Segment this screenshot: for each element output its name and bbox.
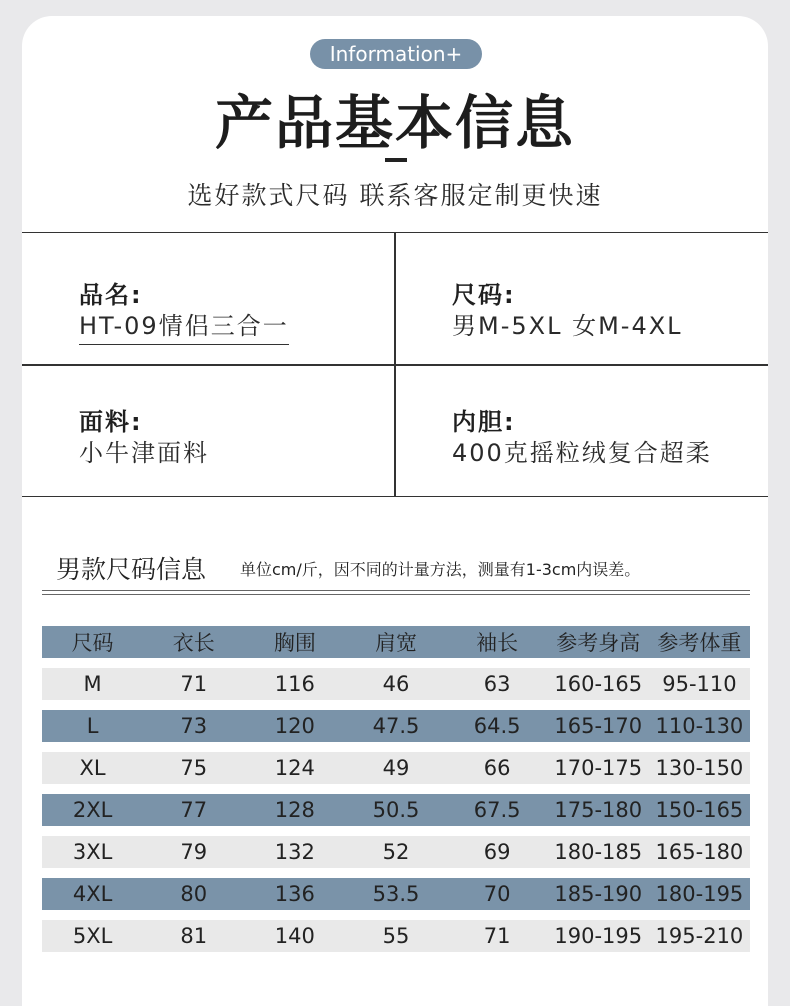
table-cell: 69 bbox=[447, 836, 548, 868]
table-cell: 3XL bbox=[42, 836, 143, 868]
header-cell: 肩宽 bbox=[345, 626, 446, 658]
header-cell: 参考身高 bbox=[548, 626, 649, 658]
table-cell: 5XL bbox=[42, 920, 143, 952]
table-cell: 71 bbox=[143, 668, 244, 700]
table-cell: 136 bbox=[244, 878, 345, 910]
table-cell: L bbox=[42, 710, 143, 742]
page-title: 产品基本信息 bbox=[214, 89, 575, 157]
table-cell: 49 bbox=[345, 752, 446, 784]
table-cell: 195-210 bbox=[649, 920, 750, 952]
table-row bbox=[42, 710, 750, 742]
table-cell: 73 bbox=[143, 710, 244, 742]
header-cell: 胸围 bbox=[244, 626, 345, 658]
table-cell: 4XL bbox=[42, 878, 143, 910]
table-cell: 53.5 bbox=[345, 878, 446, 910]
table-cell: 180-185 bbox=[548, 836, 649, 868]
information-badge: Information+ bbox=[310, 39, 482, 69]
table-cell: 120 bbox=[244, 710, 345, 742]
table-cell: 50.5 bbox=[345, 794, 446, 826]
size-label: 尺码: bbox=[452, 281, 516, 309]
table-cell: 63 bbox=[447, 668, 548, 700]
table-row bbox=[42, 794, 750, 826]
table-cell: 170-175 bbox=[548, 752, 649, 784]
table-cell: 180-195 bbox=[649, 878, 750, 910]
fabric-label: 面料: bbox=[79, 408, 143, 436]
table-cell: 71 bbox=[447, 920, 548, 952]
table-cell: 64.5 bbox=[447, 710, 548, 742]
size-table bbox=[42, 616, 750, 962]
table-row bbox=[42, 668, 750, 700]
table-cell: 128 bbox=[244, 794, 345, 826]
table-cell: XL bbox=[42, 752, 143, 784]
table-cell: 47.5 bbox=[345, 710, 446, 742]
size-table-header-row bbox=[42, 626, 750, 658]
table-cell: 130-150 bbox=[649, 752, 750, 784]
table-cell: 185-190 bbox=[548, 878, 649, 910]
table-cell: 175-180 bbox=[548, 794, 649, 826]
title-divider bbox=[385, 158, 407, 162]
table-cell: 110-130 bbox=[649, 710, 750, 742]
table-cell: 165-180 bbox=[649, 836, 750, 868]
table-cell: M bbox=[42, 668, 143, 700]
table-cell: 80 bbox=[143, 878, 244, 910]
table-cell: 55 bbox=[345, 920, 446, 952]
table-row bbox=[42, 752, 750, 784]
table-row bbox=[42, 836, 750, 868]
table-cell: 150-165 bbox=[649, 794, 750, 826]
header-cell: 参考体重 bbox=[649, 626, 750, 658]
table-cell: 52 bbox=[345, 836, 446, 868]
table-cell: 75 bbox=[143, 752, 244, 784]
table-cell: 70 bbox=[447, 878, 548, 910]
size-section-note: 单位cm/斤，因不同的计量方法，测量有1-3cm内误差。 bbox=[240, 560, 641, 579]
table-cell: 2XL bbox=[42, 794, 143, 826]
table-cell: 165-170 bbox=[548, 710, 649, 742]
table-cell: 77 bbox=[143, 794, 244, 826]
fabric-value: 小牛津面料 bbox=[79, 439, 209, 467]
table-row bbox=[42, 878, 750, 910]
page-subtitle: 选好款式尺码 联系客服定制更快速 bbox=[187, 181, 603, 210]
table-cell: 46 bbox=[345, 668, 446, 700]
table-cell: 66 bbox=[447, 752, 548, 784]
header-cell: 尺码 bbox=[42, 626, 143, 658]
table-cell: 95-110 bbox=[649, 668, 750, 700]
table-cell: 124 bbox=[244, 752, 345, 784]
table-cell: 140 bbox=[244, 920, 345, 952]
table-cell: 132 bbox=[244, 836, 345, 868]
table-cell: 160-165 bbox=[548, 668, 649, 700]
header-cell: 袖长 bbox=[447, 626, 548, 658]
info-grid-horizontal-divider bbox=[22, 364, 768, 366]
table-cell: 116 bbox=[244, 668, 345, 700]
name-label: 品名: bbox=[79, 281, 143, 309]
lining-label: 内胆: bbox=[452, 408, 516, 436]
name-value: HT-09情侣三合一 bbox=[79, 306, 289, 345]
section-rule-top bbox=[42, 590, 750, 591]
table-row bbox=[42, 920, 750, 952]
size-section-title: 男款尺码信息 bbox=[56, 555, 207, 584]
table-cell: 190-195 bbox=[548, 920, 649, 952]
header-cell: 衣长 bbox=[143, 626, 244, 658]
size-value: 男M-5XL 女M-4XL bbox=[452, 312, 683, 340]
table-cell: 67.5 bbox=[447, 794, 548, 826]
table-cell: 81 bbox=[143, 920, 244, 952]
section-rule-bottom bbox=[42, 594, 750, 595]
lining-value: 400克摇粒绒复合超柔 bbox=[452, 439, 712, 467]
table-cell: 79 bbox=[143, 836, 244, 868]
